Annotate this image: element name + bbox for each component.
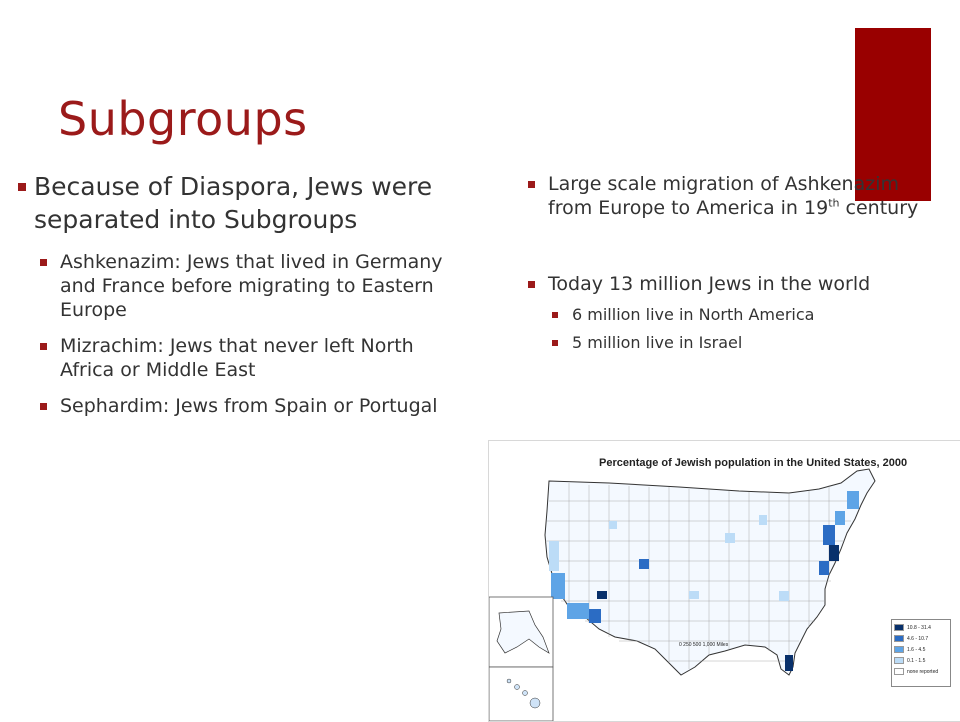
bullet-migration xyxy=(528,172,923,220)
bullet-sephardim xyxy=(18,394,458,418)
us-jewish-population-map xyxy=(488,440,960,722)
legend-row: 4.6 - 10.7 xyxy=(894,633,948,644)
left-column xyxy=(18,170,458,430)
bullet-ashkenazim xyxy=(18,250,458,322)
map-scale: 0 250 500 1,000 Miles xyxy=(679,642,729,648)
legend-row: 1.6 - 4.5 xyxy=(894,644,948,655)
legend-swatch xyxy=(894,668,904,675)
superscript-th: th xyxy=(828,196,840,210)
legend-swatch xyxy=(894,624,904,631)
square-bullet-icon xyxy=(40,259,47,266)
square-bullet-icon xyxy=(40,403,47,410)
bullet-israel xyxy=(528,332,923,354)
map-title: Percentage of Jewish population in the United States, 2000 xyxy=(599,457,908,469)
square-bullet-icon xyxy=(40,343,47,350)
hawaii-inset-frame xyxy=(489,667,553,721)
bullet-north-america xyxy=(528,304,923,326)
legend-row: 0.1 - 1.5 xyxy=(894,655,948,666)
square-bullet-icon xyxy=(528,181,535,188)
legend-swatch xyxy=(894,635,904,642)
square-bullet-icon xyxy=(528,281,535,288)
square-bullet-icon xyxy=(552,312,558,318)
legend-row: 10.8 - 31.4 xyxy=(894,622,948,633)
legend-row: none reported xyxy=(894,666,948,677)
square-bullet-icon xyxy=(18,183,26,191)
square-bullet-icon xyxy=(552,340,558,346)
right-column xyxy=(528,172,923,360)
slide-title: Subgroups xyxy=(58,92,308,146)
bullet-text: Large scale migration of Ashkenazim from Europe to America in 19th century xyxy=(548,173,919,219)
legend-swatch xyxy=(894,657,904,664)
map-legend xyxy=(891,619,951,687)
bullet-text: Today 13 million Jews in the world xyxy=(548,273,871,295)
bullet-text: Sephardim: Jews from Spain or Portugal xyxy=(60,395,438,417)
bullet-mizrachim xyxy=(18,334,458,382)
bullet-diaspora xyxy=(18,170,458,236)
bullet-text: Mizrachim: Jews that never left North Africa or Middle East xyxy=(60,335,414,381)
bullet-text: 5 million live in Israel xyxy=(572,333,743,352)
bullet-text: 6 million live in North America xyxy=(572,305,815,324)
bullet-text: Because of Diaspora, Jews were separated into Subgroups xyxy=(34,172,433,234)
us-map-graphic xyxy=(489,441,960,721)
legend-swatch xyxy=(894,646,904,653)
bullet-text: Ashkenazim: Jews that lived in Germany and France before migrating to Eastern Europe xyxy=(60,251,443,321)
bullet-today xyxy=(528,272,923,296)
